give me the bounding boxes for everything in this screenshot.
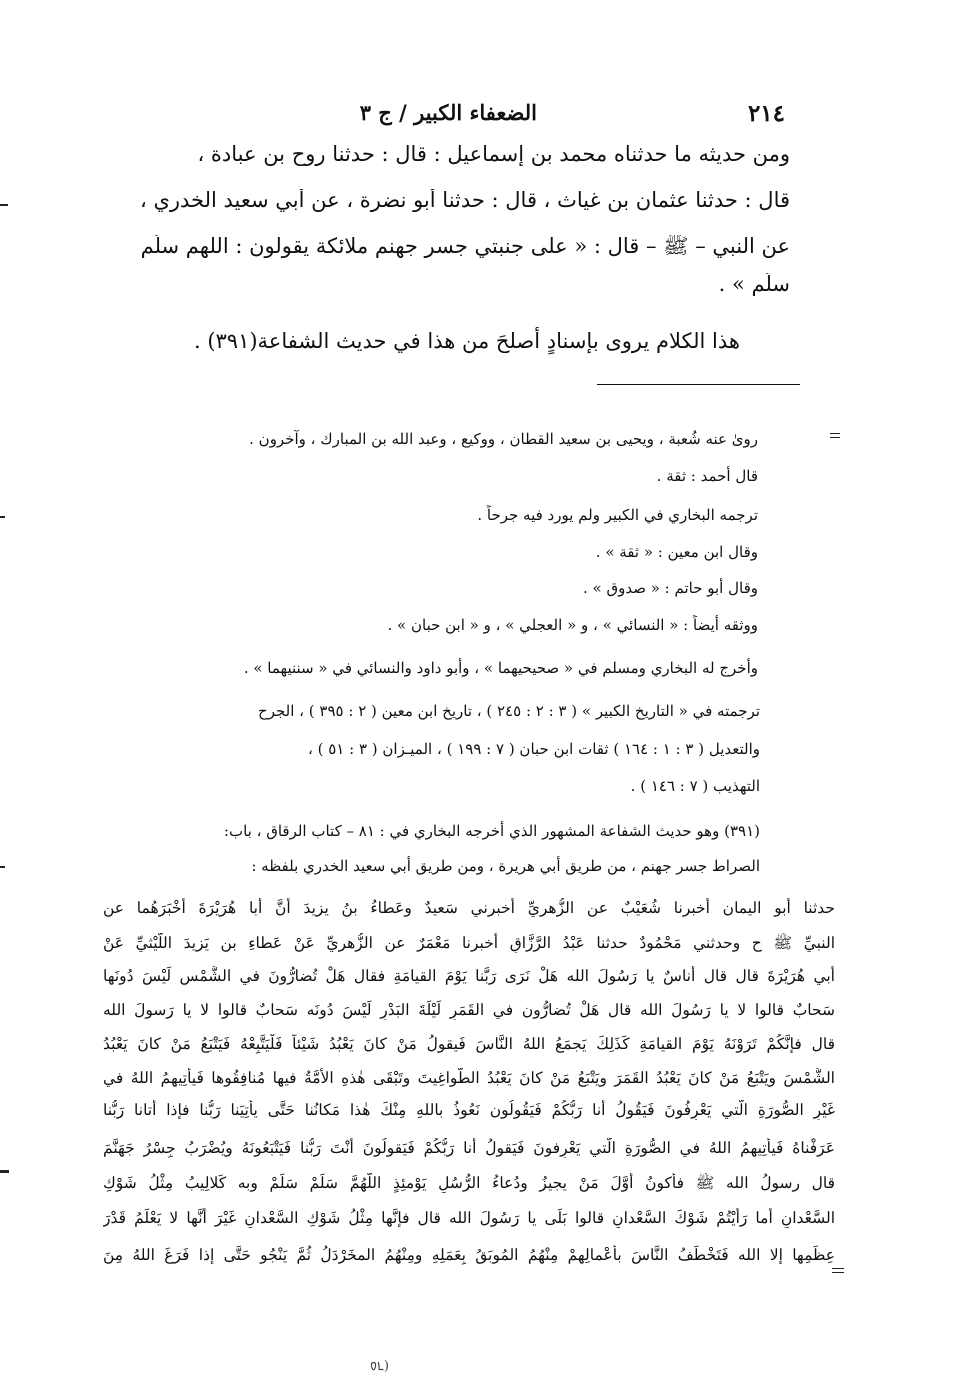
note-line: التهذيب ( ٧ : ١٤٦ ) . — [630, 777, 760, 795]
note-line: والتعديل ( ٣ : ١ : ١٦٤ ) ثقات ابن حبان ( ٧ : ١٩٩ ) ، الميـزان ( ٣ : ٥١ ) ، — [308, 740, 760, 758]
scan-margin-mark — [0, 204, 8, 206]
note-line: وقال ابن معين : « ثقة » . — [595, 543, 758, 561]
note-line: وأخرج له البخاري ومسلم في « صحيحيهما » ، وأبو داود والنسائي في « سننيهما » . — [243, 659, 758, 677]
hadith-line: السَّعْدانِ أما رَأَيْتُمْ شَوْكَ السَّعْدانِ قالوا بَلَى يا رَسُولَ الله قال فإنَّها مِثْلُ شَوْكِ السَّعْدانِ غَيْرَ أنَّها لا يَعْلَمُ قَدْرَ — [103, 1209, 835, 1227]
scan-margin-mark — [0, 866, 5, 868]
scan-margin-mark — [832, 1272, 844, 1273]
scan-margin-mark — [0, 516, 5, 518]
page-header — [95, 100, 785, 132]
note-line: قال أحمد : ثقة . — [656, 467, 758, 485]
hadith-line: غَيْرِ الصُّورَةِ الَّتي يَعْرِفُونَ فَيَقُولُ أنا رَبُّكُمْ فَيَقُولُون نَعُوذُ باللهِ مِنْكَ هٰذا مَكانُنا حَتَّى يأْتِيَنا رَبُّنا فإذا أتانا رَبُّنا — [103, 1101, 835, 1119]
note-line: روىٰ عنه شُعبة ، ويحيى بن سعيد القطان ، ووكيع ، وعبد الله بن المبارك ، وآخرون . — [249, 430, 758, 448]
scan-margin-mark — [0, 1170, 9, 1173]
scan-margin-mark — [832, 1268, 844, 1269]
note-line: ووثقه أيضاً : « النسائي » ، و « العجلي » ، و « ابن حبان » . — [387, 616, 758, 634]
footnote-line: الصراط جسر جهنم ، من طريق أبي هريرة ، ومن طريق أبي سعيد الخدري بلفظه : — [251, 857, 760, 875]
page-number: ٢١٤ — [747, 100, 785, 127]
scan-margin-mark — [830, 433, 840, 434]
main-text-line: قال : حدثنا عثمان بن غياث ، قال : حدثنا أبو نضرة ، عن أبي سعيد الخدري ، — [139, 189, 790, 212]
hadith-line: النبيِّ ﷺ ح وحدثني مَحْمُودٌ حدثنا عَبْدُ الرَّزَّاقِ أخبرنا مَعْمَرٌ عن الزُّهريِّ عَنْ عَطاءِ بنِ يَزيدَ اللَّيْثيِّ عَنْ — [103, 934, 835, 952]
note-line: ترجمته في « التاريخ الكبير » ( ٣ : ٢ : ٢٤٥ ) ، تاريخ ابن معين ( ٢ : ٣٩٥ ) ، الجرح — [258, 702, 760, 720]
hadith-line: قال رسولُ الله ﷺ فأكونُ أوَّلَ مَنْ يجيزُ ودُعاءُ الرُّسُلِ يَوْمئِذٍ اللَّهُمَّ سَلِّمْ سَلِّمْ وبه كَلالِيبُ مِثْلُ شَوْكِ — [103, 1174, 835, 1192]
running-title: الضعفاء الكبير / ج ٣ — [359, 100, 537, 125]
hadith-line: عِظَمِها إلا الله فَتَخْطَفُ النَّاسَ بأعْمالِهِمْ مِنْهُمُ المُوبَقُ بِعَمَلِهِ ومِنْهُمُ المخَرْدَلُ ثُمَّ يَنْجُو حَتَّى إذا فَرَغَ اللهُ مِنَ — [103, 1246, 835, 1264]
hadith-line: قال فإنَّكُمْ تَرَوْنَهُ يَوْمَ القيامَةِ كَذَلِكَ يَجمَعُ اللهُ النَّاسَ فَيقولُ مَنْ كانَ يَعْبُدُ شَيْئاً فَلْيَتَّبِعْهُ فَيَتْبَعُ مَنْ كانَ يَعْبُدُ — [103, 1035, 835, 1053]
hadith-line: أبي هُرَيْرَةَ قال قال أُناسٌ يا رَسُولَ الله هَلْ نَرَى رَبَّنا يَوْمَ القيامَةِ فقال هَلْ تُضارُّونَ في الشَّمْسِ لَيْسَ دُونَها — [103, 967, 835, 985]
hadith-line: الشَّمْسَ ويَتْبَعُ مَنْ كانَ يَعْبُدُ القَمَرَ ويَتْبَعُ مَنْ كانَ يَعْبُدُ الطَّواغِيتَ وتَبْقَى هٰذهِ الأُمَّةُ فيها مُنافِقُوها فَيأْتِيهِمُ اللهُ في — [103, 1069, 835, 1087]
hadith-line: سَحابٌ قالوا لا يا رَسُولَ الله قال هَلْ تُضارُّون في القَمَرِ لَيْلَةَ البَدْرِ لَيْسَ دُونَه سَحابٌ قالوا لا يا رَسولَ الله — [103, 1001, 835, 1019]
scan-margin-mark — [830, 437, 840, 438]
footnote-line: (٣٩١) وهو حديث الشفاعة المشهور الذي أخرجه البخاري في : ٨١ – كتاب الرقاق ، باب: — [223, 822, 760, 840]
author-assessment: هذا الكلام يروى بإسنادٍ أصلحَ من هذا في حديث الشفاعة(٣٩١) . — [193, 329, 740, 353]
hadith-line: عَرَفْناهُ فَيأْتِيهِمُ اللهُ في الصُّورَةِ الَّتي يَعْرِفونَ فَيَقولُ أنا رَبُّكُمْ فَيَقولُونَ أنْتَ رَبُّنا فَيَتْبَعُونَهُ ويُضْرَبُ جِسْرُ جَهَنَّمَ — [103, 1139, 835, 1157]
note-line: وقال أبو حاتم : « صدوق » . — [582, 579, 758, 597]
note-line: ترجمه البخاري في الكبير ولم يورد فيه جرحاً . — [477, 506, 758, 524]
hadith-line: حدثنا أبو اليمان أخبرنا شُعَيْبٌ عن الزُّهريِّ أخبرني سَعيدٌ وعَطاءُ بنُ يزيدَ أنَّ أبا هُرَيْرَةَ أخْبَرَهُما عن — [103, 899, 835, 917]
main-text-line: سلّم » . — [718, 273, 790, 296]
page-stamp: (٦٥ — [370, 1358, 390, 1373]
main-text-line: عن النبي – ﷺ – قال : « على جنبتي جسر جهنم ملائكة يقولون : اللهم سلّم — [140, 235, 790, 258]
footnote-separator — [597, 384, 800, 385]
main-text-line: ومن حديثه ما حدثناه محمد بن إسماعيل : قال : حدثنا روح بن عبادة ، — [197, 143, 790, 166]
